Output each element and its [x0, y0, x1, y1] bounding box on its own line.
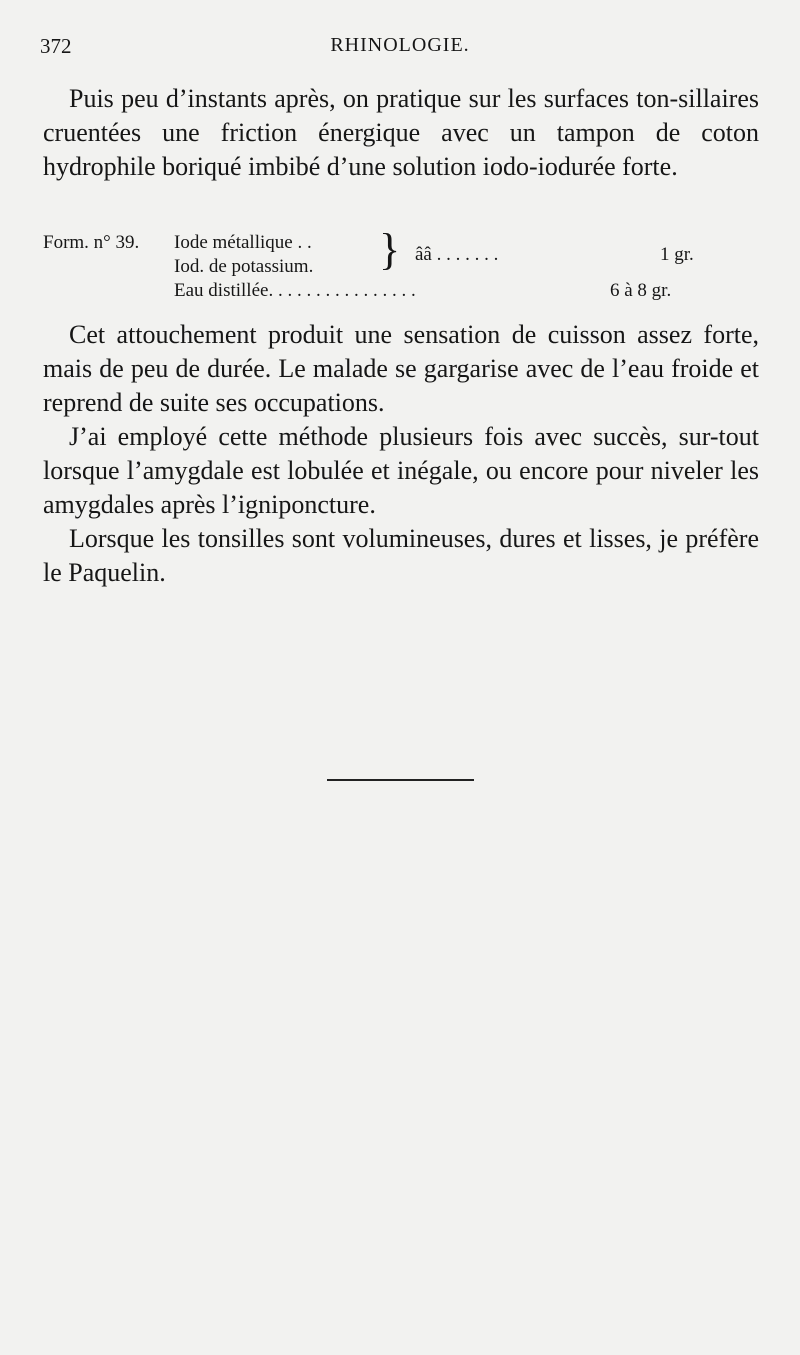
running-head: RHINOLOGIE. — [330, 34, 470, 56]
paragraph-2: Cet attouchement produit une sensation de cuisson assez forte, mais de peu de durée. Le malade se gargarise avec de l’eau froide et reprend de suite ses occupations. — [43, 320, 759, 417]
section-divider — [327, 779, 474, 781]
formula-brace: } — [379, 225, 401, 274]
formula-label: Form. n° 39. — [43, 232, 140, 253]
text-block-bottom — [43, 318, 759, 590]
paragraph-4: Lorsque les tonsilles sont volumineuses, dures et lisses, je préfère le Paquelin. — [43, 524, 759, 587]
formula-block — [43, 225, 759, 308]
paragraph-1: Puis peu d’instants après, on pratique sur les surfaces ton-sillaires cruentées une friction énergique avec un tampon de coton hydrophile boriqué imbibé d’une solution iodo-iodurée forte. — [43, 84, 759, 181]
formula-ingredient-2: Iod. de potassium. — [174, 256, 314, 277]
page-number: 372 — [40, 34, 72, 58]
formula-ingredient-1: Iode métallique . . — [174, 232, 312, 253]
formula-shared-amount-label: ââ . . . . . . . — [415, 244, 499, 265]
page-header — [40, 34, 760, 64]
formula-amount-3: 6 à 8 gr. — [610, 280, 672, 301]
paragraph-3: J’ai employé cette méthode plusieurs fois avec succès, sur-tout lorsque l’amygdale est lobulée et inégale, ou encore pour niveler les amygdales après l’igniponcture. — [43, 422, 759, 519]
text-block-top — [43, 82, 759, 184]
formula-ingredient-3: Eau distillée. . . . . . . . . . . . . . . . — [174, 280, 416, 301]
formula-shared-amount: 1 gr. — [660, 244, 694, 265]
